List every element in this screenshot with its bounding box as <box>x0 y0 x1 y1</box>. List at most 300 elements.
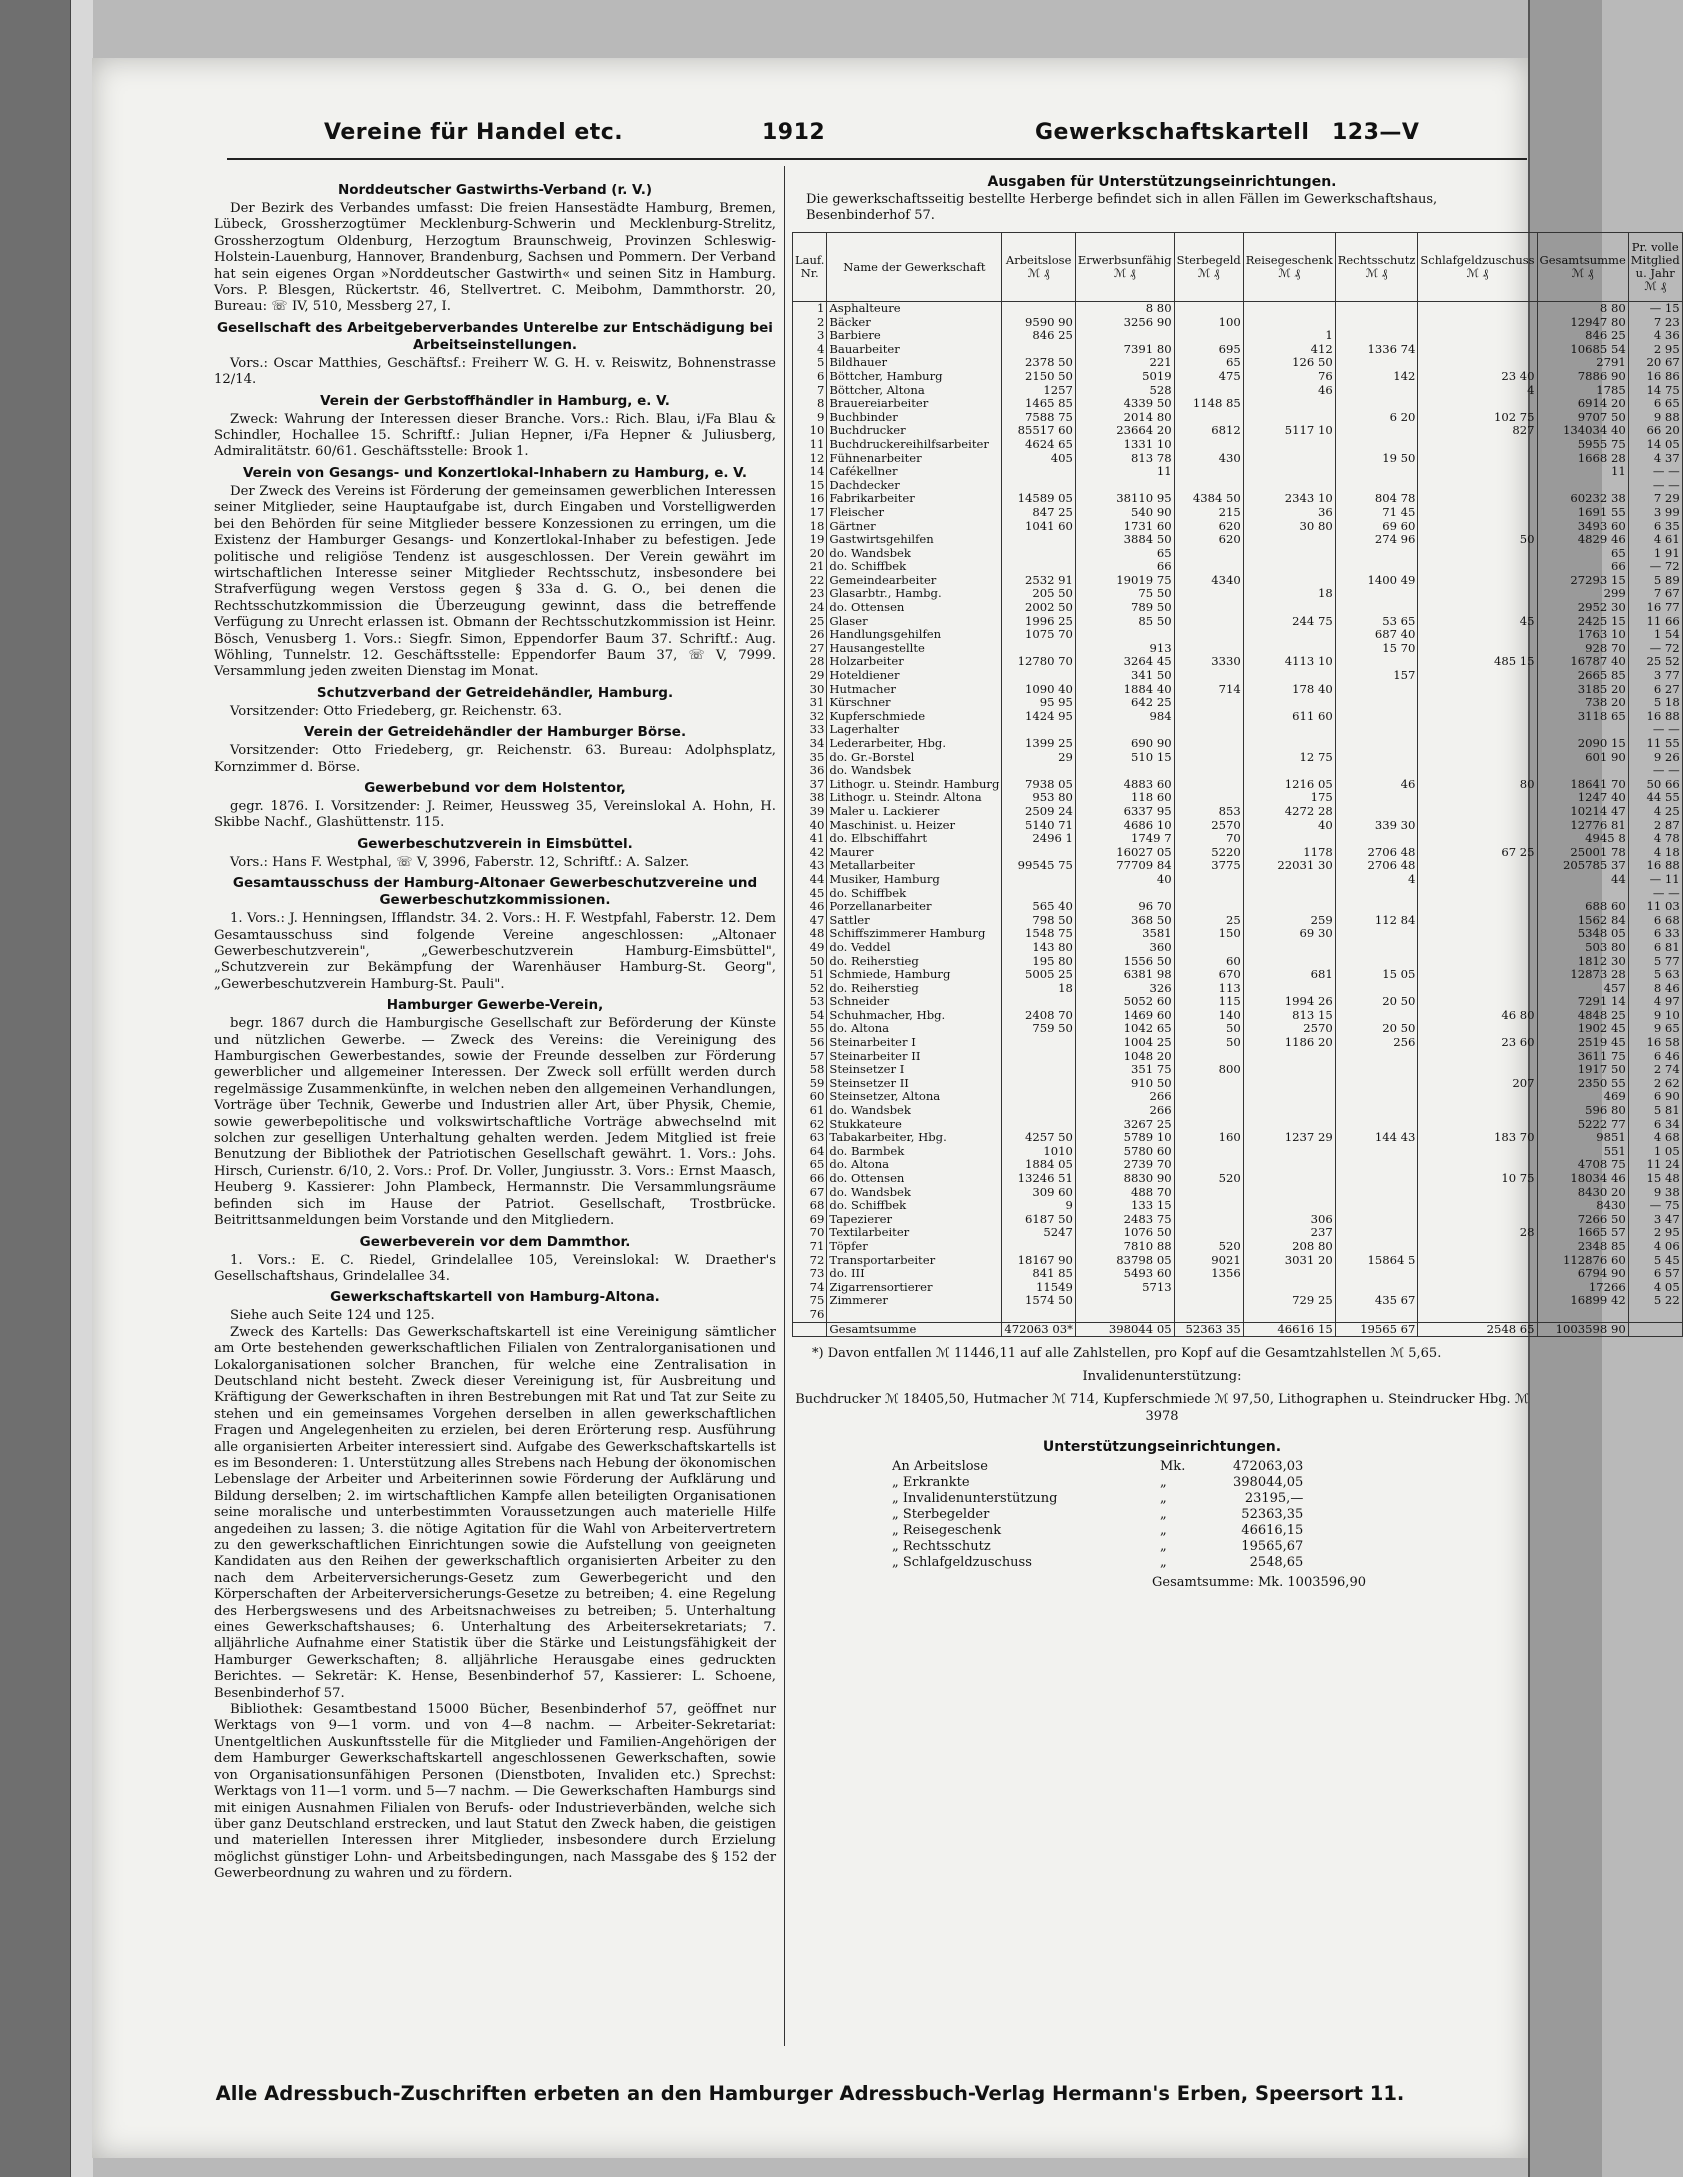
table-cell: 9851 <box>1537 1131 1628 1145</box>
table-cell: Kürschner <box>827 696 1002 710</box>
table-cell: Maurer <box>827 846 1002 860</box>
summary-row <box>888 1507 1307 1523</box>
table-cell: 178 40 <box>1243 683 1335 697</box>
table-cell: 112876 60 <box>1537 1254 1628 1268</box>
table-cell <box>1335 316 1418 330</box>
table-cell: 1148 85 <box>1174 397 1243 411</box>
table-cell <box>1418 914 1537 928</box>
table-cell: 7588 75 <box>1002 411 1076 425</box>
table-cell: 22031 30 <box>1243 859 1335 873</box>
table-cell: 15 05 <box>1335 968 1418 982</box>
table-cell: 31 <box>793 696 827 710</box>
table-cell: 7291 14 <box>1537 995 1628 1009</box>
table-row <box>793 1186 1683 1200</box>
table-cell: 4 <box>1335 873 1418 887</box>
table-row <box>793 941 1683 955</box>
table-cell: 49 <box>793 941 827 955</box>
table-cell: 853 <box>1174 805 1243 819</box>
table-cell: 30 80 <box>1243 520 1335 534</box>
table-cell: 5117 10 <box>1243 424 1335 438</box>
table-cell: 309 60 <box>1002 1186 1076 1200</box>
table-cell: Lederarbeiter, Hbg. <box>827 737 1002 751</box>
column-divider <box>784 166 785 2046</box>
table-cell: 76 <box>1243 370 1335 384</box>
table-cell <box>1243 941 1335 955</box>
table-cell: 16 77 <box>1628 601 1682 615</box>
page-footer: Alle Adressbuch-Zuschriften erbeten an den Hamburger Adressbuch-Verlag Hermann's Erben, Speersort 11. <box>215 2082 1405 2105</box>
table-cell: — 15 <box>1628 302 1682 316</box>
table-cell <box>1418 1294 1537 1308</box>
table-cell <box>1243 696 1335 710</box>
table-cell: 244 75 <box>1243 615 1335 629</box>
table-row <box>793 723 1683 737</box>
table-cell <box>1243 465 1335 479</box>
table-cell: 25 <box>793 615 827 629</box>
table-cell: 1668 28 <box>1537 452 1628 466</box>
table-cell: 601 90 <box>1537 751 1628 765</box>
section-paragraph: Zweck: Wahrung der Interessen dieser Branche. Vors.: Rich. Blau, i/Fa Blau & Schindler, Hochallee 15. Schriftf.: Julian Hepner, i/Fa Hepner & Juliusberg, Admiralitätstr. 60/61. Geschäftsstelle: Brook 1. <box>214 411 776 460</box>
summary-cell: „ Rechtsschutz <box>892 1539 991 1555</box>
table-cell: 846 25 <box>1537 329 1628 343</box>
table-cell: Barbiere <box>827 329 1002 343</box>
table-cell <box>1174 329 1243 343</box>
table-row <box>793 329 1683 343</box>
table-cell: do. Gr.-Borstel <box>827 751 1002 765</box>
table-cell: 67 25 <box>1418 846 1537 860</box>
table-cell: 14 <box>793 465 827 479</box>
table-cell: 15 <box>793 479 827 493</box>
table-cell <box>1174 1158 1243 1172</box>
table-cell: 73 <box>793 1267 827 1281</box>
table-cell: 15 70 <box>1335 642 1418 656</box>
table-cell <box>1174 1281 1243 1295</box>
table-cell: 12 75 <box>1243 751 1335 765</box>
table-cell <box>1174 710 1243 724</box>
table-cell: do. Schiffbek <box>827 560 1002 574</box>
section-paragraph: Bibliothek: Gesamtbestand 15000 Bücher, Besenbinderhof 57, geöffnet nur Werktags von 9—1 vorm. und von 4—8 nachm. — Arbeiter-Sekretariat: Unentgeltlichen Auskunftsstelle für die Mitglieder und Familien-Angehörigen der dem Hamburger Gewerkschaftskartell angeschlossenen Gewerkschaften, sowie von Organisationsunfähigen Personen (Dienstboten, Invaliden etc.) Sprechst: Werktags von 11—1 vorm. und 5—7 nachm. — Die Gewerkschaften Hamburgs sind mit einigen Ausnahmen Filialen von Berufs- oder Industrieverbänden, welche sich über ganz Deutschland erstrecken, und laut Statut den Zweck haben, die geistigen und materiellen Interessen ihrer Mitglieder, insbesondere durch Erzielung möglichst günstiger Lohn- und Arbeitsbedingungen, nach Massgabe des § 152 der Gewerbeordnung zu wahren und zu fördern. <box>214 1702 776 1882</box>
table-cell: 412 <box>1243 343 1335 357</box>
table-cell: 847 25 <box>1002 506 1076 520</box>
table-row <box>793 547 1683 561</box>
table-cell: 503 80 <box>1537 941 1628 955</box>
table-cell <box>1002 1118 1076 1132</box>
table-cell: 33 <box>793 723 827 737</box>
table-cell: 6 34 <box>1628 1118 1682 1132</box>
table-row <box>793 1063 1683 1077</box>
table-cell: 351 75 <box>1075 1063 1174 1077</box>
column-header: Schlafgeldzuschuss ℳ ₰ <box>1418 233 1537 302</box>
header-page-number: 123—V <box>1332 120 1420 145</box>
table-cell <box>1418 1158 1537 1172</box>
table-cell <box>1418 316 1537 330</box>
table-cell: 96 70 <box>1075 900 1174 914</box>
table-cell: 9 38 <box>1628 1186 1682 1200</box>
table-cell <box>1335 329 1418 343</box>
table-cell: 910 50 <box>1075 1077 1174 1091</box>
column-header: Erwerbsunfähig ℳ ₰ <box>1075 233 1174 302</box>
section-paragraph: Siehe auch Seite 124 und 125. <box>230 1308 435 1324</box>
table-cell: 60232 38 <box>1537 492 1628 506</box>
table-cell <box>1002 1050 1076 1064</box>
table-cell: 2 <box>793 316 827 330</box>
section-title: Hamburger Gewerbe-Verein, <box>386 997 604 1014</box>
table-cell: 2 62 <box>1628 1077 1682 1091</box>
table-cell <box>1418 859 1537 873</box>
table-cell <box>1418 492 1537 506</box>
table-cell <box>1418 927 1537 941</box>
table-cell <box>1335 1281 1418 1295</box>
table-cell: 4686 10 <box>1075 819 1174 833</box>
table-cell <box>1418 805 1537 819</box>
table-cell <box>1002 1077 1076 1091</box>
table-cell: 20 67 <box>1628 356 1682 370</box>
table-cell: 12780 70 <box>1002 655 1076 669</box>
table-cell <box>1174 642 1243 656</box>
table-cell <box>1335 805 1418 819</box>
table-cell: 4883 60 <box>1075 778 1174 792</box>
table-cell: 520 <box>1174 1172 1243 1186</box>
table-row <box>793 1281 1683 1295</box>
summary-cell: „ Schlafgeldzuschuss <box>892 1555 1032 1571</box>
table-cell: Brauereiarbeiter <box>827 397 1002 411</box>
table-cell: 2348 85 <box>1537 1240 1628 1254</box>
table-cell: 12873 28 <box>1537 968 1628 982</box>
table-cell <box>1335 1267 1418 1281</box>
table-cell: 55 <box>793 1022 827 1036</box>
table-cell: 2791 <box>1537 356 1628 370</box>
table-cell: 1 <box>1243 329 1335 343</box>
table-cell: 17 <box>793 506 827 520</box>
table-cell: Steinarbeiter I <box>827 1036 1002 1050</box>
table-cell <box>1243 533 1335 547</box>
table-cell: 1812 30 <box>1537 955 1628 969</box>
table-cell: 205 50 <box>1002 587 1076 601</box>
table-cell: — 72 <box>1628 560 1682 574</box>
table-cell <box>1335 424 1418 438</box>
table-cell: 11 <box>1537 465 1628 479</box>
column-header: Rechtsschutz ℳ ₰ <box>1335 233 1418 302</box>
table-cell: 3581 <box>1075 927 1174 941</box>
table-cell: 5 81 <box>1628 1104 1682 1118</box>
table-cell: 50 66 <box>1628 778 1682 792</box>
table-cell: 75 50 <box>1075 587 1174 601</box>
table-cell: 27293 15 <box>1537 574 1628 588</box>
section-title: Gewerkschaftskartell von Hamburg-Altona. <box>330 1289 660 1306</box>
table-cell: 75 <box>793 1294 827 1308</box>
summary-cell: 472063,03 <box>1233 1459 1304 1475</box>
section-paragraph: begr. 1867 durch die Hamburgische Gesellschaft zur Beförderung der Künste und nützlichen Gewerbe. — Zweck des Vereins: die Vereinigung des Hamburgischen Gewerbestandes, sowie der Freunde desselben zur Förderung gewerblicher und allgemeiner Interessen. Der Zweck soll erfüllt werden durch regelmässige Zusammenkünfte, in welchen neben den allgemeinen Verhandlungen, Vorträge über Technik, Gewerbe und Industrien aller Art, über Physik, Chemie, sowie gewerbepolitische und volkswirtschaftliche Vorträge abwechselnd mit solchen zur geselligen Unterhaltung gehalten werden. Jedem Mitglied ist freie Benutzung der Bibliothek der Patriotischen Gesellschaft gewährt. 1. Vors.: Johs. Hirsch, Curienstr. 6/10, 2. Vors.: Prof. Dr. Voller, Jungiusstr. 3. Vors.: Ernst Maasch, Heuberg 9. Kassierer: John Plambeck, Hermannstr. Die Versammlungsräume befinden sich im Hause der Patriot. Gesellschaft, Trostbrücke. Beitrittsanmeldungen beim Vorstande und den Mitgliedern. <box>214 1016 776 1229</box>
table-cell <box>1418 1063 1537 1077</box>
table-cell: 99545 75 <box>1002 859 1076 873</box>
table-row <box>793 819 1683 833</box>
table-cell <box>1418 791 1537 805</box>
table-cell: 16 58 <box>1628 1036 1682 1050</box>
table-cell: Buchbinder <box>827 411 1002 425</box>
table-cell: 5140 71 <box>1002 819 1076 833</box>
table-cell <box>1335 696 1418 710</box>
table-row <box>793 1036 1683 1050</box>
table-cell: — 11 <box>1628 873 1682 887</box>
table-row <box>793 927 1683 941</box>
table-cell: 15 48 <box>1628 1172 1682 1186</box>
table-cell: 1902 45 <box>1537 1022 1628 1036</box>
table-cell: 4 78 <box>1628 832 1682 846</box>
table-row <box>793 968 1683 982</box>
table-cell: 65 <box>1075 547 1174 561</box>
table-cell: 687 40 <box>1335 628 1418 642</box>
table-cell: 7391 80 <box>1075 343 1174 357</box>
table-cell: 5 89 <box>1628 574 1682 588</box>
table-cell: 5348 05 <box>1537 927 1628 941</box>
table-cell: 30 <box>793 683 827 697</box>
table-cell: 4272 28 <box>1243 805 1335 819</box>
table-cell: 14 05 <box>1628 438 1682 452</box>
table-cell: 2706 48 <box>1335 846 1418 860</box>
table-cell <box>1174 1186 1243 1200</box>
table-cell <box>1537 887 1628 901</box>
table-cell: 221 <box>1075 356 1174 370</box>
table-row <box>793 778 1683 792</box>
table-cell: Metallarbeiter <box>827 859 1002 873</box>
table-cell <box>1335 397 1418 411</box>
table-row <box>793 1172 1683 1186</box>
table-cell: 36 <box>1243 506 1335 520</box>
table-cell: 4384 50 <box>1174 492 1243 506</box>
table-cell <box>1174 384 1243 398</box>
table-cell <box>1335 1172 1418 1186</box>
table-cell <box>1002 560 1076 574</box>
summary-cell: „ <box>1160 1523 1167 1539</box>
table-cell <box>1335 1158 1418 1172</box>
table-cell: 12947 80 <box>1537 316 1628 330</box>
table-cell: 2519 45 <box>1537 1036 1628 1050</box>
table-row <box>793 479 1683 493</box>
table-cell: 6337 95 <box>1075 805 1174 819</box>
table-row <box>793 791 1683 805</box>
summary-cell: „ <box>1160 1491 1167 1507</box>
table-cell <box>1243 1308 1335 1322</box>
table-cell <box>1418 587 1537 601</box>
column-header: Reisegeschenk ℳ ₰ <box>1243 233 1335 302</box>
table-cell: 16027 05 <box>1075 846 1174 860</box>
table-cell: 18 <box>1243 587 1335 601</box>
table-cell <box>1418 1267 1537 1281</box>
table-cell <box>1335 683 1418 697</box>
table-cell <box>1335 1213 1418 1227</box>
table-cell: 4 05 <box>1628 1281 1682 1295</box>
summary-row <box>888 1523 1307 1539</box>
table-cell <box>1174 791 1243 805</box>
table-cell <box>1243 1145 1335 1159</box>
table-cell <box>1243 832 1335 846</box>
table-cell: 69 <box>793 1213 827 1227</box>
table-cell <box>1243 302 1335 316</box>
table-cell: 35 <box>793 751 827 765</box>
summary-cell: „ <box>1160 1539 1167 1555</box>
summary-cell: „ Invalidenunterstützung <box>892 1491 1058 1507</box>
table-row <box>793 982 1683 996</box>
table-cell: 6 27 <box>1628 683 1682 697</box>
left-page-margin <box>70 0 93 2177</box>
table-cell <box>1418 751 1537 765</box>
table-row <box>793 438 1683 452</box>
table-cell: — 72 <box>1628 642 1682 656</box>
table-cell: 80 <box>1418 778 1537 792</box>
table-cell <box>1002 1063 1076 1077</box>
table-cell: 50 <box>1174 1022 1243 1036</box>
table-cell: Glaser <box>827 615 1002 629</box>
table-cell <box>1002 343 1076 357</box>
table-cell <box>1335 1308 1418 1322</box>
table-cell <box>1243 900 1335 914</box>
table-row <box>793 683 1683 697</box>
table-cell <box>1335 1063 1418 1077</box>
table-cell: 488 70 <box>1075 1186 1174 1200</box>
table-cell: 4624 65 <box>1002 438 1076 452</box>
section-paragraph: Zweck des Kartells: Das Gewerkschaftskartell ist eine Vereinigung sämtlicher am Orte bestehenden gewerkschaftlichen Filialen von Zentralorganisationen und Lokalorganisationen solcher Branchen, für welche eine Zentralisation in Deutschland nicht besteht. Zweck dieser Vereinigung ist, für Ausbreitung und Kräftigung der Gewerkschaften in ihren Bestrebungen mit Rat und Tat zur Seite zu stehen und ein gemeinsames Vorgehen derselben in allen gewerkschaftlichen Fragen und Angelegenheiten zu erzielen, bei deren Erörterung resp. Ausführung alle organisierten Arbeiter interessiert sind. Aufgabe des Gewerkschaftskartells ist es im Besonderen: 1. Unterstützung alles Strebens nach Hebung der ökonomischen Lebenslage der Arbeiter und Arbeiterinnen sowie Förderung der Aufklärung und Bildung derselben; 2. im wirtschaftlichen Kampfe allen beteiligten Organisationen seine moralische und unterbestimmten Voraussetzungen auch materielle Hilfe angedeihen zu lassen; 3. die nötige Agitation für die Wahl von Arbeitervertretern zu den gewerkschaftlichen Einrichtungen sowie die Aufstellung von geeigneten Kandidaten aus den Reihen der gewerkschaftlich organisierten Arbeiter zu den nach dem Arbeiterversicherungs-Gesetz zum Gewerbegericht und den Körperschaften der Arbeiterversicherungs-Gesetze zu betreiben; 4. eine Regelung des Herbergswesens und des Arbeitsnachweises zu betreiben; 5. Unterhaltung eines Gewerkschaftshauses; 6. Unterhaltung des Arbeitersekretariats; 7. alljährliche Aufnahme einer Statistik über die Stärke und Leistungsfähigkeit der Hamburger Gewerkschaften; 8. alljährliche Herausgabe eines gedruckten Berichtes. — Sekretär: K. Hense, Besenbinderhof 57, Kassierer: L. Schoene, Besenbinderhof 57. <box>214 1324 776 1701</box>
table-cell: — — <box>1628 465 1682 479</box>
table-cell: Transportarbeiter <box>827 1254 1002 1268</box>
table-cell: 6187 50 <box>1002 1213 1076 1227</box>
summary-cell: An Arbeitslose <box>892 1459 988 1475</box>
table-cell: 6 46 <box>1628 1050 1682 1064</box>
table-cell: 4848 25 <box>1537 1009 1628 1023</box>
table-cell <box>1418 520 1537 534</box>
table-cell: 45 <box>1418 615 1537 629</box>
table-cell: 12776 81 <box>1537 819 1628 833</box>
table-cell <box>1335 887 1418 901</box>
section-paragraph: Der Bezirk des Verbandes umfasst: Die freien Hansestädte Hamburg, Bremen, Lübeck, Grossherzogtümer Mecklenburg-Schwerin und Mecklenburg-Strelitz, Grossherzogtum Oldenburg, Herzogtum Braunschweig, Provinzen Schleswig-Holstein-Lauenburg, Hannover, Brandenburg, Sachsen und Pommern. Der Verband hat sein eigenes Organ »Norddeutscher Gastwirth« und seinen Sitz in Hamburg. Vors. P. Blesgen, Rückertstr. 46, Stellvertret. C. Meibohm, Dammthorstr. 20, Bureau: ☏ IV, 510, Messberg 27, I. <box>214 201 776 315</box>
table-cell: 2 87 <box>1628 819 1682 833</box>
table-cell <box>1335 587 1418 601</box>
left-page-edge <box>0 0 70 2177</box>
table-cell <box>1243 1281 1335 1295</box>
table-cell <box>1243 642 1335 656</box>
table-cell: 804 78 <box>1335 492 1418 506</box>
table-cell: do. Altona <box>827 1022 1002 1036</box>
table-cell <box>1418 669 1537 683</box>
table-cell: 3 47 <box>1628 1213 1682 1227</box>
table-cell: 2509 24 <box>1002 805 1076 819</box>
table-cell: Gärtner <box>827 520 1002 534</box>
table-cell <box>1174 1077 1243 1091</box>
table-cell <box>1075 1294 1174 1308</box>
table-cell: 17266 <box>1537 1281 1628 1295</box>
table-cell: 38 <box>793 791 827 805</box>
table-cell <box>1418 982 1537 996</box>
table-cell: 7 29 <box>1628 492 1682 506</box>
table-cell: 3611 75 <box>1537 1050 1628 1064</box>
table-cell: 134034 40 <box>1537 424 1628 438</box>
table-row <box>793 1104 1683 1118</box>
table-row <box>793 1322 1683 1337</box>
table-cell: 9 65 <box>1628 1022 1682 1036</box>
table-cell: 42 <box>793 846 827 860</box>
table-cell <box>1174 479 1243 493</box>
table-cell <box>1537 1308 1628 1322</box>
table-cell: 341 50 <box>1075 669 1174 683</box>
table-cell: 984 <box>1075 710 1174 724</box>
table-cell <box>1243 628 1335 642</box>
table-row <box>793 955 1683 969</box>
table-cell: 368 50 <box>1075 914 1174 928</box>
table-cell: 83798 05 <box>1075 1254 1174 1268</box>
table-cell <box>1335 601 1418 615</box>
table-cell: 1076 50 <box>1075 1226 1174 1240</box>
table-cell: 274 96 <box>1335 533 1418 547</box>
table-cell: 6794 90 <box>1537 1267 1628 1281</box>
table-cell <box>1243 1118 1335 1132</box>
section-paragraph: Vors.: Hans F. Westphal, ☏ V, 3996, Faberstr. 12, Schriftf.: A. Salzer. <box>230 854 690 870</box>
section-title: Verein von Gesangs- und Konzertlokal-Inhabern zu Hamburg, e. V. <box>242 464 748 481</box>
table-cell: 14589 05 <box>1002 492 1076 506</box>
table-cell: 266 <box>1075 1104 1174 1118</box>
table-cell <box>1418 560 1537 574</box>
table-row <box>793 424 1683 438</box>
table-cell: do. Wandsbek <box>827 1186 1002 1200</box>
table-cell: 1469 60 <box>1075 1009 1174 1023</box>
table-cell: 681 <box>1243 968 1335 982</box>
table-cell: Schiffszimmerer Hamburg <box>827 927 1002 941</box>
table-cell: Böttcher, Altona <box>827 384 1002 398</box>
column-header: Lauf. Nr. <box>793 233 827 302</box>
table-cell: 2570 <box>1243 1022 1335 1036</box>
table-row <box>793 587 1683 601</box>
table-cell: — — <box>1628 764 1682 778</box>
table-cell <box>1418 506 1537 520</box>
table-cell <box>1418 356 1537 370</box>
table-cell <box>1418 1090 1537 1104</box>
table-cell: 1048 20 <box>1075 1050 1174 1064</box>
table-cell: Steinsetzer, Altona <box>827 1090 1002 1104</box>
table-cell: 70 <box>793 1226 827 1240</box>
column-header: Sterbegeld ℳ ₰ <box>1174 233 1243 302</box>
table-cell: 1237 29 <box>1243 1131 1335 1145</box>
table-cell: 19 <box>793 533 827 547</box>
table-row <box>793 710 1683 724</box>
table-cell: 2532 91 <box>1002 574 1076 588</box>
table-cell <box>1174 887 1243 901</box>
table-cell: 20 50 <box>1335 995 1418 1009</box>
table-cell: 5955 75 <box>1537 438 1628 452</box>
table-cell: 66 <box>793 1172 827 1186</box>
table-cell: 53 65 <box>1335 615 1418 629</box>
table-cell: 813 78 <box>1075 452 1174 466</box>
table-cell <box>1002 723 1076 737</box>
table-cell <box>1002 887 1076 901</box>
table-cell <box>1243 955 1335 969</box>
table-title: Ausgaben für Unterstützungseinrichtungen. <box>987 174 1337 190</box>
table-cell: 50 <box>1418 533 1537 547</box>
table-cell: 1785 <box>1537 384 1628 398</box>
table-cell: 5 22 <box>1628 1294 1682 1308</box>
table-cell <box>1075 479 1174 493</box>
table-cell: 1 91 <box>1628 547 1682 561</box>
table-cell <box>1335 900 1418 914</box>
table-cell <box>1243 1186 1335 1200</box>
table-cell: 11 24 <box>1628 1158 1682 1172</box>
summary-cell: „ <box>1160 1555 1167 1571</box>
table-cell: 2665 85 <box>1537 669 1628 683</box>
page-header <box>92 120 1528 160</box>
table-cell: 6 65 <box>1628 397 1682 411</box>
table-cell: Musiker, Hamburg <box>827 873 1002 887</box>
table-cell: 7 <box>793 384 827 398</box>
table-cell: — — <box>1628 887 1682 901</box>
table-cell <box>1537 764 1628 778</box>
table-cell: 3185 20 <box>1537 683 1628 697</box>
table-cell: 23 <box>793 587 827 601</box>
